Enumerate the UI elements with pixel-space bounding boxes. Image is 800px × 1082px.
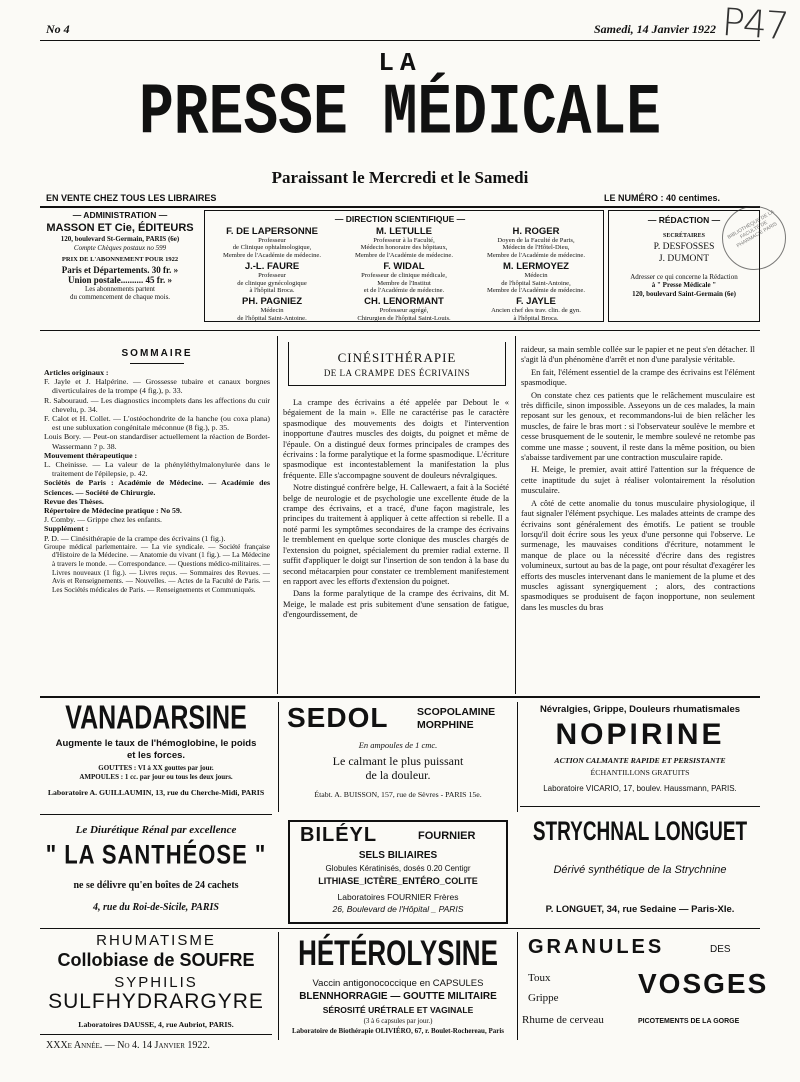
director-title: Médecin — [260, 307, 284, 315]
heterolysine-line-1: Vaccin antigonococcique en CAPSULES — [312, 978, 484, 989]
handwritten-note: P47 — [720, 0, 789, 49]
sommaire-rule — [130, 363, 184, 364]
sommaire-item: F. Jayle et J. Halpérine. — Grossesse tubaire et canaux borgnes diverticulaires de la trompe (4 fig.), p. 33. — [44, 377, 270, 396]
director-name: PH. PAGNIEZ — [242, 296, 302, 308]
director-title: Médecin honoraire des hôpitaux, — [360, 244, 448, 252]
director-title: à l'hôpital Broca. — [249, 287, 295, 295]
vanadarsine-lab: Laboratoire A. GUILLAUMIN, 13, rue du Cherche-Midi, PARIS — [47, 788, 265, 797]
heterolysine-line-2: BLENNHORRAGIE — GOUTTE MILITAIRE — [299, 991, 497, 1002]
director-title: Membre de l'Académie de médecine. — [354, 251, 454, 259]
director-title: Professeur de clinique médicale, — [361, 272, 447, 280]
sommaire-item: Répertoire de Médecine pratique : No 59. — [44, 506, 182, 516]
sommaire-item: R. Sabouraud. — Les diagnostics incomplets dans les affections du cuir chevelu, p. 34. — [44, 395, 270, 414]
subscription-note-1: Les abonnements partent — [85, 284, 155, 293]
sommaire-heading: Mouvement thérapeutique : — [44, 450, 138, 460]
direction-members — [206, 226, 602, 322]
nopirine-top: Névralgies, Grippe, Douleurs rhumatismales — [539, 704, 741, 715]
ad-vanadarsine — [40, 698, 272, 812]
sommaire-item: Sociétés de Paris : Académie de Médecine. — Académie des Sciences. — Société de Chirurgie. — [44, 478, 270, 497]
heterolysine-line-3: SÉROSITÉ URÉTRALE ET VAGINALE — [322, 1005, 474, 1015]
director-title: Membre de l'Académie de médecine. — [486, 251, 586, 259]
issue-number: No 4 — [46, 22, 70, 36]
secretary-2: J. DUMONT — [658, 253, 710, 264]
administration-box — [40, 210, 200, 302]
subscription-note-2: du commencement de chaque mois. — [69, 293, 171, 301]
director-name: J.-L. FAURE — [244, 261, 300, 273]
heterolysine-name: HÉTÉROLYSINE — [298, 932, 498, 974]
price: LE NUMÉRO : 40 centimes. — [604, 193, 721, 203]
director-title: de Clinique ophtalmologique, — [232, 244, 312, 252]
sommaire-item: J. Comby. — Grippe chez les enfants. — [44, 515, 162, 525]
price-paris: Paris et Départements. 30 fr. » — [61, 264, 179, 275]
footer: XXXe Année. — No 4. 14 Janvier 1922. — [46, 1040, 210, 1051]
article-paragraph: A côté de cette anomalie du tonus musculaire physiologique, il faut signaler l'élément psychique. Les malades atteints de crampe des écrivains sont généralement des émotifs. Le patient se trouble lorsqu'il doit écrire sous les yeux d'une personne qui l'observe. Le surmenage, les mauvaises conditions d'écriture, notamment le manque de place ou la nécessité d'écrire dans des registres volumineux, surtout au bas de la page, ont pour résultat d'exagérer les efforts des muscles intervenant dans le maniement de la plume et des muscles agissant synergiquement ; alors, des contractions spasmodiques se produisent de façon inopportune, non seulement dans les muscles du bras — [521, 498, 755, 612]
article-subtitle: DE LA CRAMPE DES ÉCRIVAINS — [323, 368, 471, 378]
sommaire-item: Revue des Thèses. — [44, 496, 104, 506]
director-3 — [206, 261, 338, 294]
bileyl-line-5: 26, Boulevard de l'Hôpital _ PARIS — [332, 904, 464, 914]
sales-note: EN VENTE CHEZ TOUS LES LIBRAIRES — [46, 193, 217, 203]
santheose-line-1: Le Diurétique Rénal par excellence — [75, 824, 237, 836]
publisher: MASSON ET Cie, ÉDITEURS — [46, 222, 194, 234]
director-title: Membre de l'Institut — [377, 279, 431, 287]
sommaire-item: P. D. — Cinésithérapie de la crampe des écrivains (1 fig.). — [44, 533, 226, 543]
subscription-heading: PRIX DE L'ABONNEMENT POUR 1922 — [61, 256, 179, 263]
newspaper-subtitle: Paraissant le Mercredi et le Samedi — [271, 168, 529, 187]
director-title: de l'hôpital Saint-Antoine, — [501, 279, 571, 287]
ad-nopirine — [520, 702, 760, 812]
director-name: CH. LENORMANT — [364, 296, 444, 308]
director-name: M. LERMOYEZ — [503, 261, 569, 273]
vosges-granules: GRANULES — [528, 936, 665, 958]
heterolysine-lab: Laboratoire de Biothérapie OLIVIÉRO, 67, r. Boulet-Rochereau, Paris — [292, 1027, 504, 1035]
ad-sedol — [278, 702, 518, 812]
director-title: de clinique gynécologique — [237, 279, 307, 287]
director-title: à l'hôpital Broca. — [513, 314, 559, 322]
director-1 — [338, 226, 470, 259]
collobiase-line-2: Collobiase de SOUFRE — [57, 950, 255, 970]
bileyl-name: BILÉYL — [300, 824, 378, 846]
admin-heading: — ADMINISTRATION — — [72, 210, 168, 220]
santheose-name: " LA SANTHÉOSE " — [45, 839, 267, 870]
sedol-side-1: SCOPOLAMINE — [417, 706, 496, 718]
director-name: M. LETULLE — [376, 226, 432, 237]
ad-heterolysine — [278, 932, 518, 1040]
secretaires-label: SECRÉTAIRES — [663, 233, 705, 239]
collobiase-lab: Laboratoires DAUSSE, 4, rue Aubriot, PARIS. — [78, 1020, 234, 1029]
collobiase-line-1: RHUMATISME — [96, 932, 216, 949]
vanadarsine-line-2: et les forces. — [126, 750, 186, 761]
sommaire-title: SOMMAIRE — [121, 348, 193, 359]
title-la: LA — [378, 48, 422, 78]
director-name: F. DE LAPERSONNE — [226, 226, 318, 237]
secretary-1: P. DESFOSSES — [653, 241, 715, 252]
bileyl-line-4: Laboratoires FOURNIER Frères — [337, 892, 459, 902]
ad-strychnal — [520, 812, 760, 924]
ad-santheose — [40, 818, 272, 923]
newspaper-title: PRESSE MÉDICALE — [138, 73, 662, 155]
director-title: Chirurgien de l'hôpital Saint-Louis. — [357, 314, 451, 322]
direction-heading: — DIRECTION SCIENTIFIQUE — — [334, 214, 466, 224]
strychnal-name: STRYCHNAL LONGUET — [532, 817, 748, 847]
director-title: et de l'Académie de médecine. — [363, 287, 445, 295]
bileyl-line-1: SELS BILIAIRES — [358, 850, 438, 861]
director-title: Médecin — [524, 272, 548, 280]
santheose-line-3: 4, rue du Roi-de-Sicile, PARIS — [93, 902, 219, 913]
stamp-text: BIBLIOTHÈQUE DE LA FACULTÉ DE PHARMACIE PARIS — [726, 209, 779, 250]
article-paragraph: Notre distingué confrère belge, H. Callewaert, a fait à la Société belge de neurologie et de psychologie une excellente étude de la crampe des écrivains, et a tracé, d'une façon magistrale, les principes du traitement à appliquer à cette affection si rebelle. Il a noté parmi les symptômes secondaires de la crampe des écrivains le tremblement en quelque sorte clonique des muscles chargés de l'extension du poignet, spécialement du premier radial externe. Il suffit d'appliquer le doigt sur l'insertion de son tendon à la base du second métacarpien pour constater ce tremblement manifestement en rapport avec les efforts d'extension du poignet. — [283, 483, 509, 586]
director-title: Ancien chef des trav. clin. de gyn. — [491, 307, 581, 315]
vanadarsine-line-4: AMPOULES : 1 cc. par jour ou tous les deux jours. — [79, 773, 233, 781]
ad-bileyl — [288, 820, 508, 924]
sommaire-list — [44, 368, 270, 594]
vosges-rhume: Rhume de cerveau — [522, 1014, 604, 1026]
sedol-line-1: En ampoules de 1 cmc. — [358, 740, 438, 750]
sommaire-heading: Supplément : — [44, 524, 89, 534]
sommaire-item: Groupe médical parlementaire. — La vie syndicale. — Société française d'Histoire de la Médecine. — Anatomie du vivant (1 fig.). — La Médecine à travers le monde. — Correspondance. — Questions médico-militaires. — Livres nouveaux (1 fig.). — Livres reçus. — Sommaires des Revues. — Avis et Renseignements. — Nouvelles. — Actes de la Faculté de Paris. — Les Sociétés médicales de Paris. — Renseignements et Communiqués. — [44, 542, 270, 594]
redaction-note-1: Adresser ce qui concerne la Rédaction — [630, 272, 738, 281]
vanadarsine-name: VANADARSINE — [65, 698, 247, 737]
article-title: CINÉSITHÉRAPIE — [337, 350, 457, 365]
nopirine-line-2: ÉCHANTILLONS GRATUITS — [590, 768, 690, 777]
vosges-des: DES — [710, 944, 731, 955]
article-paragraph: H. Meige, le premier, avait attiré l'attention sur la fréquence de cette inaptitude du sujet à réaliser volontairement la résolution musculaire. — [521, 465, 755, 496]
sommaire-item: F. Calot et H. Collet. — L'ostéochondrite de la hanche (ou coxa plana) est une subluxation congénitale méconnue (8 fig.), p. 35. — [44, 414, 270, 433]
nopirine-name: NOPIRINE — [555, 718, 725, 751]
director-title: Professeur — [258, 272, 286, 280]
director-title: Membre de l'Académie de médecine. — [222, 251, 322, 259]
vosges-name: VOSGES — [638, 968, 769, 999]
sommaire-item: Louis Bory. — Peut-on standardiser actuellement la réaction de Bordet-Wassermann ? p. 38. — [44, 432, 270, 451]
director-6 — [206, 296, 338, 322]
director-2 — [470, 226, 602, 259]
strychnal-lab: P. LONGUET, 34, rue Sedaine — Paris-XIe. — [545, 904, 735, 915]
director-name: H. ROGER — [512, 226, 560, 237]
ad-collobiase — [40, 932, 272, 1032]
director-title: Professeur — [258, 237, 286, 244]
director-title: Médecin de l'Hôtel-Dieu, — [502, 244, 570, 252]
strychnal-line-1: Dérivé synthétique de la Strychnine — [553, 864, 727, 876]
vosges-toux: Toux — [528, 972, 551, 984]
director-8 — [470, 296, 602, 322]
nopirine-line-1: ACTION CALMANTE RAPIDE ET PERSISTANTE — [554, 756, 726, 765]
director-7 — [338, 296, 470, 322]
director-title: de l'hôpital Saint-Antoine. — [237, 314, 307, 322]
article-column-1 — [283, 398, 509, 623]
director-0 — [206, 226, 338, 259]
library-stamp — [722, 206, 786, 270]
article-paragraph: En fait, l'élément essentiel de la crampe des écrivains est l'élément spasmodique. — [521, 367, 755, 388]
article-paragraph: On constate chez ces patients que le relâchement musculaire est très difficile, sinon impossible. Asseyons un de ces malades, la main reposant sur les genoux, et recommandons-lui de bien relâcher les muscles, de faire le bras mort : si l'observateur soulève le membre et cesse brusquement de le soutenir, le membre soulevé ne retombe pas comme une masse ; souvent, il reste dans la même position, ou bien s'abaisse tardivement par une contraction musculaire rapide. — [521, 390, 755, 463]
vosges-picotements: PICOTEMENTS DE LA GORGE — [638, 1018, 740, 1025]
sedol-lab: Étabt. A. BUISSON, 157, rue de Sèvres - PARIS 15e. — [314, 790, 482, 799]
bileyl-line-2: Globules Kératinisés, dosés 0.20 Centigr — [325, 864, 471, 873]
redaction-heading: — RÉDACTION — — [647, 215, 721, 225]
cheques: Compte Chèques postaux no 599 — [73, 243, 167, 252]
heterolysine-line-4: (3 à 6 capsules par jour.) — [363, 1017, 433, 1025]
vanadarsine-line-3: GOUTTES : VI à XX gouttes par jour. — [98, 764, 214, 772]
price-union: Union postale.......... 45 fr. » — [68, 274, 172, 285]
article-paragraph: La crampe des écrivains a été appelée par Debout le « bégaiement de la main ». Elle ne caractérise pas le caractère spasmodique des mouvements des doigts et l'intervention inopportune d'autres muscles des doigts, du poignet et même de l'épaule. On a distingué deux formes principales de crampes des écrivains : la forme paralytique et la forme spasmodique. L'écriture spasmodique est incontestablement la manifestation la plus fréquente. Elle s'accompagne souvent de douleurs névralgiques. — [283, 398, 509, 480]
ad-vosges — [520, 932, 769, 1040]
director-title: Professeur à la Faculté, — [373, 237, 435, 244]
article-column-2 — [521, 345, 755, 615]
bileyl-brand: FOURNIER — [418, 830, 476, 842]
nopirine-lab: Laboratoire VICARIO, 17, boulev. Haussmann, PARIS. — [543, 784, 737, 793]
sommaire-item: L. Cheinisse. — La valeur de la phényléthylmalonylurée dans le traitement de l'épilepsie, p. 42. — [44, 460, 270, 479]
bileyl-line-3: LITHIASE_ICTÈRE_ENTÉRO_COLITE — [318, 876, 478, 886]
publisher-address: 120, boulevard St-Germain, PARIS (6e) — [60, 235, 180, 243]
collobiase-line-3: SYPHILIS — [114, 974, 198, 991]
director-4 — [338, 261, 470, 294]
director-5 — [470, 261, 602, 294]
sedol-line-2: Le calmant le plus puissant — [332, 754, 464, 768]
article-paragraph: raideur, sa main semble collée sur le papier et ne peut s'en détacher. Il s'agit là d'un phénomène d'arrêt et non d'une paralysie véritable. — [521, 345, 755, 365]
vanadarsine-line-1: Augmente le taux de l'hémoglobine, le poids — [55, 738, 257, 749]
vosges-grippe: Grippe — [528, 992, 559, 1004]
director-name: F. JAYLE — [516, 296, 556, 308]
director-title: Professeur agrégé, — [379, 307, 429, 315]
sedol-side-2: MORPHINE — [417, 719, 474, 731]
redaction-note-3: 120, boulevard Saint-Germain (6e) — [632, 289, 736, 298]
sommaire-heading: Articles originaux : — [44, 368, 109, 377]
director-name: F. WIDAL — [383, 261, 425, 273]
director-title: Membre de l'Académie de médecine. — [486, 287, 586, 295]
santheose-line-2: ne se délivre qu'en boîtes de 24 cachets — [73, 880, 239, 891]
redaction-note-2: à " Presse Médicale " — [651, 281, 717, 289]
collobiase-line-4: SULFHYDRARGYRE — [48, 990, 264, 1013]
director-title: Doyen de la Faculté de Paris, — [497, 237, 575, 244]
sedol-line-3: de la douleur. — [365, 768, 431, 782]
issue-date: Samedi, 14 Janvier 1922 — [594, 22, 716, 36]
article-paragraph: Dans la forme paralytique de la crampe des écrivains, dit M. Meige, le malade est pris subitement d'une sensation de fatigue, d'engourdissement, de — [283, 589, 509, 620]
sedol-name: SEDOL — [287, 702, 389, 733]
